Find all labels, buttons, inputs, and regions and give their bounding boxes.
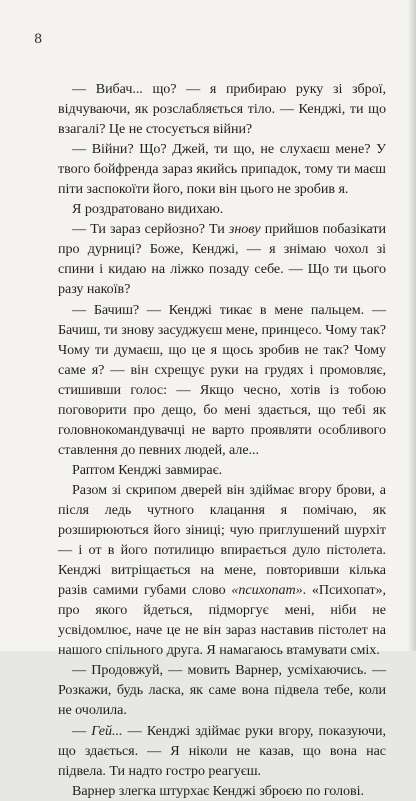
paragraph [58,721,386,781]
paragraph [58,219,386,299]
paragraph-text: прийшов побазікати про дурниці? Боже, Кенджі, — я знімаю чохол зі спини і кидаю на ліжко позаду себе. — Що ти цього разу накоїв? [58,221,386,298]
paragraph [58,460,386,480]
paragraph-text: — Ти зараз серйозно? Ти [72,221,229,238]
paragraph [58,781,386,801]
paragraph [58,139,386,199]
page-number: 8 [34,32,43,47]
paragraph-text: — [72,722,92,739]
italic-text: Гей... [91,722,123,739]
paragraph [58,300,386,460]
body-text [58,79,386,801]
paragraph-text: Варнер злегка штурхає Кенджі зброєю по голові. [72,782,364,799]
italic-text: «психопат» [231,582,303,599]
paragraph [58,199,386,219]
paragraph-text: — Війни? Що? Джей, ти що, не слухаєш мене? У твого бойфренда зараз якийсь припадок, тому ти маєш піти заспокоїти його, поки він цього не зробив я. [58,141,386,198]
paragraph-text: — Вибач... що? — я прибираю руку зі зброї, відчуваючи, як розслабляється тіло. — Кенджі, ти що взагалі? Це не стосується війни? [58,81,386,138]
italic-text: знову [228,221,261,238]
paragraph [58,480,386,660]
paragraph-text: — Бачиш? — Кенджі тикає в мене пальцем. — Бачиш, ти знову засуджуєш мене, принцесо. Чому так? Чому ти думаєш, що це я щось зробив не так? Чому саме я? — він схрещує руки на грудях і промовляє, стишивши голос: — Якщо чесно, хотів із тобою поговорити про дещо, бо мені здається, що тебі як головнокомандувачці не варто проявляти особливого ставлення до певних людей, але... [58,301,386,458]
paragraph [58,79,386,139]
paragraph [58,660,386,720]
paragraph-text: . «Психопат», про якого йдеться, підморгує мені, ніби не усвідомлює, наче це не він зараз наставив пістолет на нашого спільного друга. Я намагаюсь втамувати сміх. [58,582,387,659]
paragraph-text: Я роздратовано видихаю. [72,201,224,218]
paragraph-text: — Продовжуй, — мовить Варнер, усміхаючись. — Розкажи, будь ласка, як саме вона підвела тебе, коли не очолила. [58,662,386,719]
paragraph-text: Раптом Кенджі завмирає. [72,461,223,478]
paragraph-text: Разом зі скрипом дверей він здіймає вгору брови, а після ледь чутного клацання я помічаю, як розширюються його зіниці; чую приглушений шурхіт — і от в його потилицю впирається дуло пістолета. Кенджі витріщається на мене, повторивши кілька разів самими губами слово [58,481,386,599]
paragraph-text: — Кенджі здіймає руки вгору, показуючи, що здається. — Я ніколи не казав, що вона нас підвела. Ти надто гостро реагуєш. [58,722,386,779]
